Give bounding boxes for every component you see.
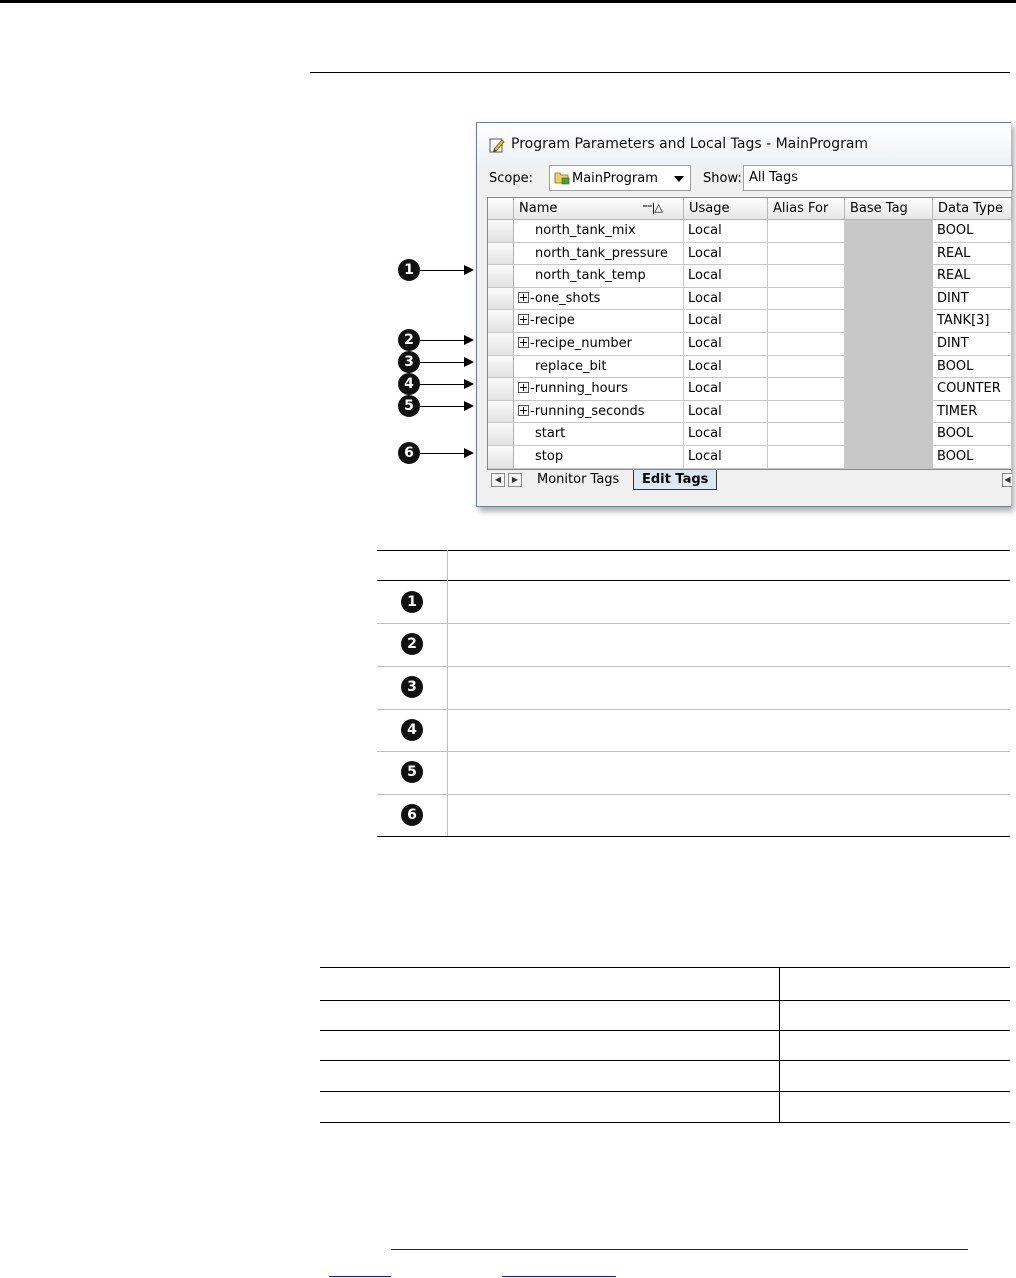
tag-name-cell[interactable] [514,401,684,424]
table-column-divider [779,967,780,1122]
data-type-cell[interactable]: BOOL [933,423,1012,446]
data-type-cell[interactable]: COUNTER [933,378,1012,401]
edit-tags-icon [489,137,505,153]
callout-arrowhead [464,379,474,389]
callout-arrow [420,270,464,271]
alias-for-cell[interactable] [768,243,845,266]
table-row-divider [320,1060,1010,1061]
scroll-left-button[interactable]: ◀ [491,473,505,487]
tag-rows [488,220,1012,470]
data-type-cell[interactable]: BOOL [933,220,1012,243]
legend-header-rule [377,580,1010,581]
legend-callout-4: 4 [401,719,423,741]
usage-cell[interactable]: Local [684,243,768,266]
tag-name-cell[interactable] [514,310,684,333]
callout-2: 2 [398,329,420,351]
legend-row-divider [377,666,1010,667]
tab-edit-tags[interactable]: Edit Tags [633,470,717,490]
base-tag-cell [845,356,933,379]
legend-row-divider [377,751,1010,752]
column-header-base-tag[interactable]: Base Tag [845,198,933,220]
tag-row[interactable] [488,220,1012,243]
row-selector[interactable] [488,288,514,311]
callout-3: 3 [398,351,420,373]
table-row-divider [320,1091,1010,1092]
alias-for-cell[interactable] [768,220,845,243]
legend-row-divider [377,623,1010,624]
title-bar [477,123,1011,165]
column-header-data-type[interactable]: Data Type [933,198,1012,220]
link-underline[interactable] [502,1276,616,1277]
expand-plus-icon[interactable] [518,337,529,348]
usage-cell[interactable]: Local [684,378,768,401]
base-tag-cell [845,446,933,469]
callout-arrow [420,340,464,341]
tag-row[interactable] [488,288,1012,311]
tab-bar [487,469,1011,492]
callout-1: 1 [398,259,420,281]
tag-row[interactable] [488,401,1012,424]
legend-callout-1: 1 [401,591,423,613]
table-bottom-rule [320,1122,1010,1123]
data-type-cell[interactable]: DINT [933,333,1012,356]
data-type-cell[interactable]: BOOL [933,446,1012,469]
base-tag-cell [845,243,933,266]
tag-name-cell[interactable] [514,423,684,446]
legend-row-divider [377,794,1010,795]
scope-value: MainProgram [572,171,658,186]
expand-plus-icon[interactable] [518,314,529,325]
callout-4: 4 [398,373,420,395]
expand-plus-icon[interactable] [518,382,529,393]
row-selector[interactable] [488,356,514,379]
row-selector[interactable] [488,310,514,333]
tag-name-cell[interactable] [514,333,684,356]
callout-arrowhead [464,265,474,275]
alias-for-cell[interactable] [768,446,845,469]
tag-row[interactable] [488,356,1012,379]
tag-name-cell[interactable] [514,378,684,401]
link-underline[interactable] [329,1276,391,1277]
alias-for-cell[interactable] [768,333,845,356]
show-filter-value: All Tags [749,170,799,185]
tag-row[interactable] [488,446,1012,469]
tag-name: north_tank_mix [535,223,636,238]
table-top-rule [320,967,1010,968]
tag-name: -running_seconds [530,403,645,419]
callout-arrowhead [464,401,474,411]
tags-window [476,122,1011,507]
tag-row[interactable] [488,378,1012,401]
base-tag-cell [845,265,933,288]
show-filter[interactable] [743,165,1013,191]
tag-name-cell[interactable] [514,288,684,311]
tag-name: stop [535,449,564,464]
base-tag-cell [845,423,933,446]
legend-callout-3: 3 [401,676,423,698]
column-header-usage[interactable]: Usage [684,198,768,220]
alias-for-cell[interactable] [768,265,845,288]
row-selector[interactable] [488,243,514,266]
scroll-right-button[interactable]: ▶ [508,473,522,487]
base-tag-cell [845,333,933,356]
tag-name: -one_shots [530,290,601,306]
tag-name: north_tank_pressure [535,245,668,261]
show-label: Show: [703,171,742,186]
usage-cell[interactable]: Local [684,333,768,356]
callout-arrow [420,384,464,385]
alias-for-cell[interactable] [768,423,845,446]
data-type-cell[interactable]: BOOL [933,356,1012,379]
tag-row[interactable] [488,310,1012,333]
window-title: Program Parameters and Local Tags - MainProgram [511,136,869,152]
tag-name-cell[interactable] [514,220,684,243]
tag-name: start [535,426,566,442]
base-tag-cell [845,220,933,243]
row-selector[interactable] [488,401,514,424]
legend-top-rule [377,550,1010,551]
usage-cell[interactable]: Local [684,310,768,333]
data-type-cell[interactable]: TIMER [933,401,1012,424]
base-tag-cell [845,378,933,401]
tab-monitor-tags[interactable]: Monitor Tags [537,472,620,487]
data-type-cell[interactable]: DINT [933,288,1012,311]
usage-cell[interactable]: Local [684,423,768,446]
tag-name: north_tank_temp [535,268,646,284]
usage-cell[interactable]: Local [684,265,768,288]
callout-6: 6 [398,442,420,464]
legend-callout-2: 2 [401,633,423,655]
legend-bottom-rule [377,836,1010,837]
tag-name-cell[interactable] [514,265,684,288]
tag-row[interactable] [488,333,1012,356]
scope-label: Scope: [489,171,533,186]
callout-arrowhead [464,335,474,345]
legend-callout-6: 6 [401,804,423,826]
usage-cell[interactable]: Local [684,446,768,469]
horizontal-scroll-left[interactable]: ◀ [1002,473,1012,487]
row-selector[interactable] [488,378,514,401]
callout-arrowhead [464,357,474,367]
tag-row[interactable] [488,423,1012,446]
chevron-down-icon [674,176,684,182]
usage-cell[interactable]: Local [684,288,768,311]
alias-for-cell[interactable] [768,401,845,424]
data-type-cell[interactable]: REAL [933,243,1012,266]
table-row-divider [320,1030,1010,1031]
data-type-cell[interactable]: REAL [933,265,1012,288]
expand-plus-icon[interactable] [518,405,529,416]
legend-callout-5: 5 [401,761,423,783]
callout-arrow [420,362,464,363]
base-tag-cell [845,288,933,311]
callout-arrow [420,406,464,407]
tag-name: -recipe_number [530,336,632,351]
usage-cell[interactable]: Local [684,401,768,424]
callout-arrow [420,453,464,454]
program-folder-icon [554,170,570,185]
row-selector[interactable] [488,220,514,243]
expand-plus-icon[interactable] [518,292,529,303]
tag-row[interactable] [488,243,1012,266]
callout-arrowhead [464,448,474,458]
alias-for-cell[interactable] [768,288,845,311]
tag-name-cell[interactable] [514,446,684,469]
row-selector[interactable] [488,265,514,288]
row-selector[interactable] [488,333,514,356]
row-selector[interactable] [488,446,514,469]
base-tag-cell [845,310,933,333]
tag-name: -recipe [530,313,575,329]
alias-for-cell[interactable] [768,378,845,401]
callout-5: 5 [398,395,420,417]
alias-for-cell[interactable] [768,310,845,333]
row-header-corner [488,198,514,220]
tag-grid [487,197,1012,470]
tag-name-cell[interactable] [514,356,684,379]
tag-name: replace_bit [535,358,607,374]
usage-cell[interactable]: Local [684,220,768,243]
column-header-alias-for[interactable]: Alias For [768,198,845,220]
table-header-rule [320,1000,1010,1001]
column-header-name[interactable]: Name ⁼⁼|△ [514,198,684,220]
base-tag-cell [845,401,933,424]
data-type-cell[interactable]: TANK[3] [933,310,1012,333]
legend-column-divider [447,550,448,836]
tag-name-cell[interactable] [514,243,684,266]
section-rule [310,72,1010,73]
usage-cell[interactable]: Local [684,356,768,379]
row-selector[interactable] [488,423,514,446]
scope-dropdown[interactable] [549,165,691,191]
tag-row[interactable] [488,265,1012,288]
tag-name: -running_hours [530,381,628,397]
legend-row-divider [377,709,1010,710]
link-underline[interactable] [391,1249,968,1250]
alias-for-cell[interactable] [768,356,845,379]
sort-icon[interactable]: ⁼⁼|△ [642,201,662,214]
top-rule [0,0,1016,3]
